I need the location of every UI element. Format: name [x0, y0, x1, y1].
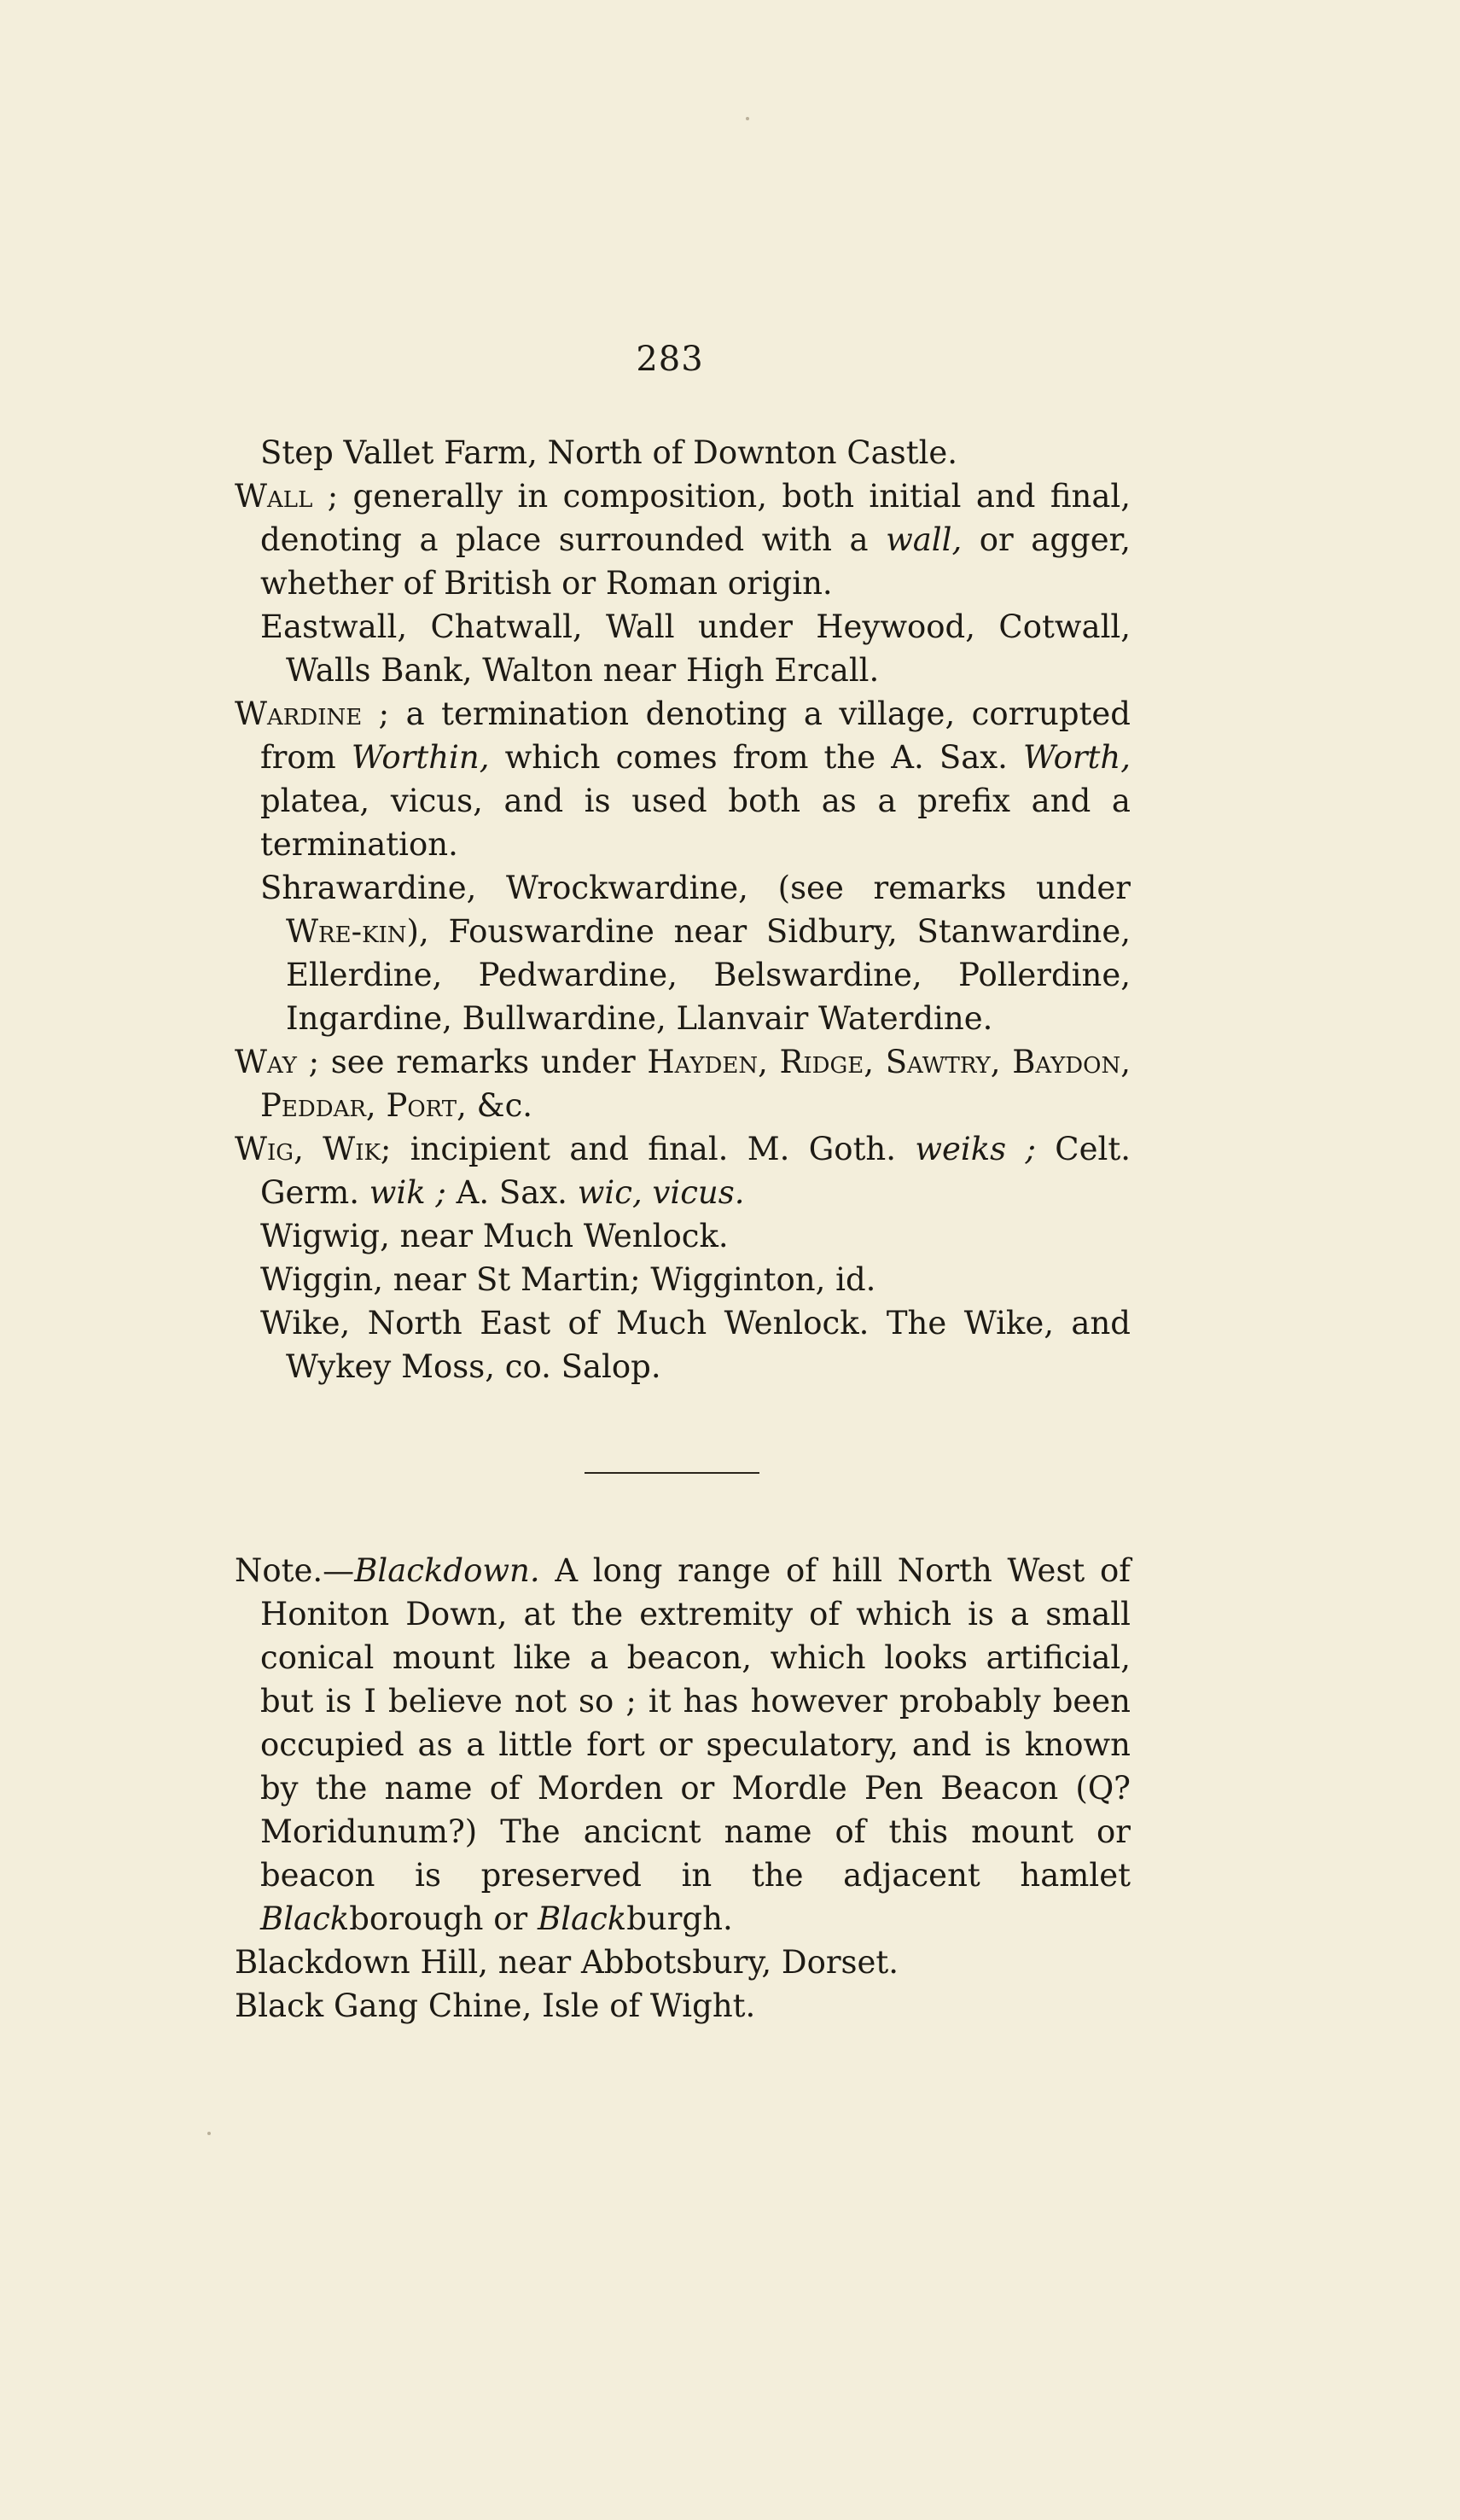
entry-italic: Worth, — [1023, 739, 1131, 776]
entry-wall-examples: Eastwall, Chatwall, Wall under Heywood, Cotwall, Walls Bank, Walton near High Ercall. — [260, 608, 1131, 689]
note-label: Note.— — [235, 1552, 355, 1589]
entry-text: platea, vicus, and is used both as a prefix and a termination. — [260, 783, 1131, 863]
entry-text: or agger, whether of British or Roman origin. — [260, 521, 1131, 602]
entry-text: Celt. Germ. — [260, 1131, 1131, 1211]
entry-text: burgh. — [626, 1900, 733, 1937]
entry-text: borough or — [349, 1900, 538, 1937]
entry-head: Way — [235, 1044, 297, 1080]
entry-wig — [235, 1127, 1131, 1214]
entry-italic: wik ; — [369, 1174, 446, 1211]
entry-text: ), Fouswardine near Sidbury, Stanwardine, Ellerdine, Pedwardine, Belswardine, Pollerdine, Ingardine, Bullwardine, Llanvair Waterdine. — [286, 913, 1131, 1037]
entry-text: which comes from the A. Sax. — [489, 739, 1024, 776]
note-paragraph — [235, 1549, 1131, 1941]
section-divider — [585, 1472, 759, 1474]
entry-italic: Black — [538, 1900, 627, 1937]
entry-text: ; a termination denoting a village, corrupted from — [260, 695, 1131, 776]
continuation-line: Step Vallet Farm, North of Downton Castle. — [260, 434, 958, 471]
entry-italic: Black — [260, 1900, 350, 1937]
entry-italic: wall, — [886, 521, 963, 558]
entry-wig-example: Wigwig, near Much Wenlock. — [260, 1218, 729, 1254]
paper-speck — [746, 117, 749, 120]
entry-wig-example: Wike, North East of Much Wenlock. The Wike, and Wykey Moss, co. Salop. — [260, 1305, 1131, 1385]
entry-text: A. Sax. — [445, 1174, 578, 1211]
entry-wardine-examples — [235, 866, 1131, 1040]
entry-wall — [235, 474, 1131, 605]
entry-italic: weiks ; — [915, 1131, 1036, 1167]
glossary-entries — [235, 431, 1131, 1388]
entry-italic: wic, vicus. — [577, 1174, 745, 1211]
entry-wardine — [235, 692, 1131, 866]
cross-reference: Wre-kin — [286, 913, 407, 950]
entry-head: Wardine — [235, 695, 363, 732]
entry-wig-example: Wiggin, near St Martin; Wigginton, id. — [260, 1261, 876, 1298]
entry-head: Wall — [235, 478, 313, 515]
entry-way — [235, 1040, 1131, 1127]
entry-italic: Worthin, — [351, 739, 490, 776]
note-section — [235, 1549, 1131, 2028]
entry-text: ; generally in composition, both initial and final, denoting a place surrounded with a — [260, 478, 1131, 558]
note-line: Black Gang Chine, Isle of Wight. — [235, 1987, 756, 2024]
entry-head: Wig, Wik — [235, 1131, 381, 1167]
entry-text: &c. — [466, 1087, 533, 1124]
entry-text: ; see remarks under — [296, 1044, 648, 1080]
note-line: Blackdown Hill, near Abbotsbury, Dorset. — [235, 1944, 899, 1981]
page-number: 283 — [636, 340, 704, 379]
entry-text: A long range of hill North West of Honiton Down, at the extremity of which is a small conical mount like a beacon, which looks artificial, but is I believe not so ; it has however probably been occupied as a little fort or speculatory, and is known by the name of Morden or Mordle Pen Beacon (Q? Moridunum?) The ancicnt name of this mount or beacon is preserved in the adjacent hamlet — [260, 1552, 1131, 1894]
cross-reference: Hayden, Ridge, Sawtry, Baydon, Peddar, Port, — [260, 1044, 1131, 1124]
entry-text: ; incipient and final. M. Goth. — [380, 1131, 916, 1167]
entry-italic: Blackdown. — [354, 1552, 540, 1589]
paper-speck — [207, 2132, 211, 2135]
entry-text: Shrawardine, Wrockwardine, (see remarks under — [260, 870, 1131, 906]
